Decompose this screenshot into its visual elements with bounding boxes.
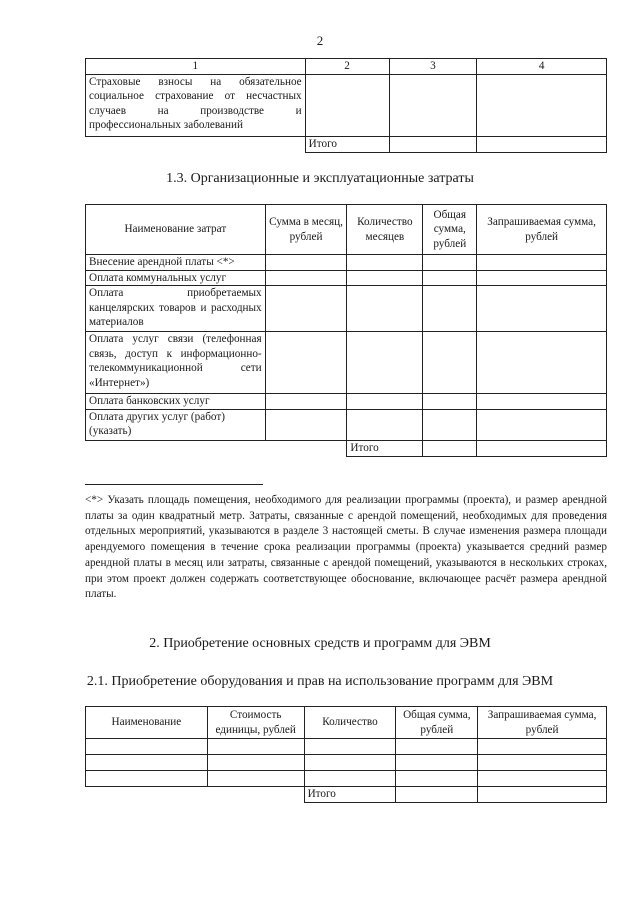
header-requested-sum: Запрашиваемая сумма, рублей — [477, 205, 607, 255]
total-label: Итого — [305, 136, 389, 152]
cost-row-label: Оплата услуг связи (телефонная связь, доступ к информационно-телекоммуникационной сети «Интернет») — [86, 332, 266, 394]
header-total-sum: Общая сумма, рублей — [396, 707, 478, 739]
cell-empty — [389, 74, 477, 136]
section-2-title: 2. Приобретение основных средств и программ для ЭВМ — [149, 636, 491, 651]
insurance-table — [85, 58, 607, 153]
section-1-3-title: 1.3. Организационные и эксплуатационные затраты — [166, 171, 474, 186]
total-label: Итого — [347, 440, 423, 456]
table-row — [86, 771, 208, 787]
cost-row-label: Внесение арендной платы <*> — [86, 255, 266, 271]
cost-row-label: Оплата коммунальных услуг — [86, 270, 266, 286]
cell-empty — [389, 136, 477, 152]
header-cost-name: Наименование затрат — [86, 205, 266, 255]
header-total-sum: Общая сумма, рублей — [423, 205, 477, 255]
cell-empty — [477, 136, 607, 152]
header-quantity: Количество — [304, 707, 396, 739]
col-header-1: 1 — [86, 59, 306, 75]
page-number: 2 — [316, 33, 324, 48]
cell-empty — [477, 74, 607, 136]
table-row — [86, 755, 208, 771]
table-row — [86, 739, 208, 755]
header-requested-sum: Запрашиваемая сумма, рублей — [478, 707, 607, 739]
section-2-1-title: 2.1. Приобретение оборудования и прав на использование программ для ЭВМ — [86, 674, 554, 689]
cost-row-label: Оплата других услуг (работ) (указать) — [86, 409, 266, 440]
cost-row-label: Оплата приобретаемых канцелярских товаров и расходных материалов — [86, 286, 266, 332]
header-unit-cost: Стоимость единицы, рублей — [207, 707, 304, 739]
footnote: <*> Указать площадь помещения, необходимого для реализации программы (проекта), и размер арендной платы за один квадратный метр. Затраты, связанные с арендой помещений, необходимых для проведения отдельных мероприятий, указываются в разделе 3 настоящей сметы. В случае изменения размера площади арендуемого помещения в течение срока реализации программы (проекта) указывается средний размер арендной платы в месяц или затраты, связанные с арендой помещений, указываются в нескольких строках, при этом проект должен содержать соответствующее обоснование, включающее расчёт размера арендной платы. — [85, 494, 607, 601]
footnote-separator — [85, 484, 263, 485]
cell-empty — [305, 74, 389, 136]
insurance-row-label: Страховые взносы на обязательное социальное страхование от несчастных случаев на производстве и профессиональных заболеваний — [86, 74, 306, 136]
cost-row-label: Оплата банковских услуг — [86, 394, 266, 410]
header-name: Наименование — [86, 707, 208, 739]
col-header-2: 2 — [305, 59, 389, 75]
header-months: Количество месяцев — [347, 205, 423, 255]
equipment-table — [85, 706, 607, 803]
operating-costs-table — [85, 204, 607, 457]
header-monthly-sum: Сумма в месяц, рублей — [265, 205, 347, 255]
col-header-4: 4 — [477, 59, 607, 75]
total-label: Итого — [304, 787, 396, 803]
col-header-3: 3 — [389, 59, 477, 75]
